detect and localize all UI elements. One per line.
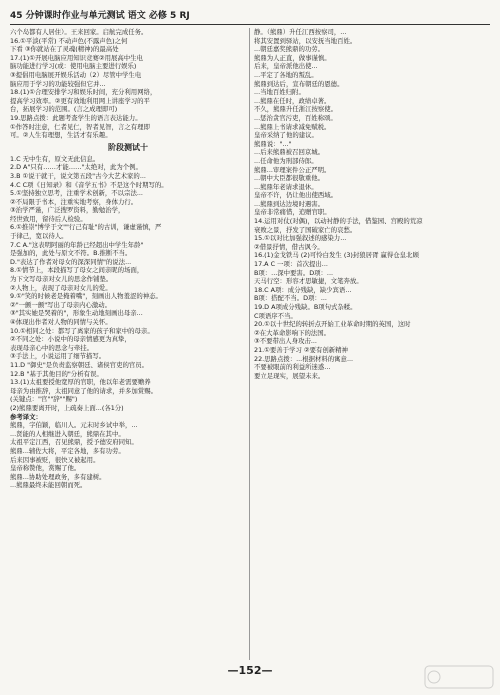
text-line: 10.①相同之处：都写了离家的孩子和家中的母亲。 xyxy=(10,326,154,335)
text-line: 熊鼎说："..." xyxy=(254,139,292,148)
text-line: 7.C A."这表明阿丽的年龄已经超出中学生年龄" xyxy=(10,240,144,249)
watermark-logo xyxy=(424,665,494,689)
text-line: 皇帝采纳了他的建议。 xyxy=(254,131,318,140)
text-line: 4.C C项《日知录》和《音学五书》不是这个时期写的。 xyxy=(10,180,168,189)
text-line: 后来因事被贬，很快又被起用。 xyxy=(10,455,100,464)
text-line: ②在大革命影响下的法国。 xyxy=(254,328,331,337)
text-line: 后来，皇帝派他出使... xyxy=(254,62,318,71)
text-line: 皇帝不许，仍让他出使西域。 xyxy=(254,191,338,200)
text-line: ②不同之处：小说中的母亲情感更为真挚， xyxy=(10,335,131,344)
text-line: 9.①"笑的时候老是掩着嘴"，刻画出人物羞涩的神态。 xyxy=(10,292,162,301)
text-line: 3.B ①说干就干，说文第五段"古今大艺术家的... xyxy=(10,171,146,180)
text-line: (2)熊鼎要离开时，上疏奏上面...(各1分) xyxy=(10,403,124,412)
text-line: ②不局限于书本，注重实地考察，身体力行。 xyxy=(10,197,138,206)
text-line: 于律己，宽以待人。 xyxy=(10,232,68,241)
text-line: ...后来熊鼎被召回京城。 xyxy=(254,148,324,157)
text-line: 是强加的，此处与原文不符。B.推断不当。 xyxy=(10,249,132,258)
text-line: 13.(1)太祖要授他宽厚的官职，他以年老需要赡养 xyxy=(10,378,151,387)
text-line: ③手法上，小说运用了细节描写。 xyxy=(10,352,106,361)
text-line: ...熊鼎年老请求退休。 xyxy=(254,182,318,191)
text-line: 皇帝称赞他，赏赐了他。 xyxy=(10,464,81,473)
text-line: 14.运用对仗(对偶)，以动衬静的手法，借鉴园、宫殿的荒凉 xyxy=(254,217,423,226)
text-line: 8.①情节上，本段描写了母女之间亲昵的场面， xyxy=(10,266,144,275)
page-header xyxy=(10,8,490,25)
text-line: ...熊鼎到达边境时遇害。 xyxy=(254,199,324,208)
text-line: 17.(1)①开展电脑应用知识竞赛②用展高中生电 xyxy=(10,53,143,62)
text-line: ...熊鼎在任时，政绩卓著。 xyxy=(254,96,331,105)
text-line: ③"其实她是哭着的"，形象生动地刻画出母亲... xyxy=(10,309,143,318)
subheading: 参考译文： xyxy=(10,412,42,421)
text-line: ...熊鼎上书请求减免赋税。 xyxy=(254,122,331,131)
text-line: 熊鼎，字伯颖，临川人。元末时乡试中举，... xyxy=(10,421,138,430)
header-title: 45 分钟课时作业与单元测试 语文 必修 5 RJ xyxy=(10,11,190,21)
text-line: ...朝中大臣都很敬重他。 xyxy=(254,174,324,183)
text-line: 熊鼎...协助处理政务，多有建树。 xyxy=(10,472,106,481)
text-line: 21.①要善于学习 ②要有创新精神 xyxy=(254,345,348,354)
text-line: 6.①推崇"博学于文""行己有耻"的古训，谦虚谨慎，严 xyxy=(10,223,162,232)
text-line: 表现母亲心中的思念与牵挂。 xyxy=(10,343,94,352)
page-number: —152— xyxy=(227,664,273,677)
text-line: 熊鼎为人正直，做事谨慎。 xyxy=(254,53,331,62)
text-line: 19.思路点拨：此题考查学生的语言表达能力。 xyxy=(10,113,142,122)
text-line: ...任命他为刑部侍郎。 xyxy=(254,156,318,165)
text-line: 天马行空：形容才思敏捷，文笔奔放。 xyxy=(254,277,363,286)
text-line: B项：搭配不当。D项：... xyxy=(254,294,327,303)
text-line: ③不要带出人身攻击... xyxy=(254,337,317,346)
text-line: 15.①以对比加强叙述的感染力... xyxy=(254,234,347,243)
text-line: 提高学习效率。②更有效地利用网上讲座学习的平 xyxy=(10,96,150,105)
text-line: ...平定了各地的叛乱。 xyxy=(254,70,318,79)
text-line: 下看 ③你就站在了灵魂(精神)的最高处 xyxy=(10,45,119,54)
text-line: 18.C A项：成分残缺，缺少宾语... xyxy=(254,285,352,294)
text-line: 11.D "御史"是负责监察朝廷、诸侯官吏的官员。 xyxy=(10,360,149,369)
text-line: 台，拓展学习的范围。(言之成理即可) xyxy=(10,105,118,114)
text-line: 将其安置到驿站，以安抚当地百姓。 xyxy=(254,36,357,45)
column-divider xyxy=(249,28,250,660)
text-line: 母亲为由推辞，太祖同意了他的请求，并多加赏赐。 xyxy=(10,386,157,395)
text-line: 要立足现实，展望未来。 xyxy=(254,371,325,380)
text-line: 2.D A"只有……才能……"太绝对，此为个例。 xyxy=(10,163,142,172)
text-line: ②人物上，表现了母亲对女儿的爱。 xyxy=(10,283,112,292)
text-line: 为下文写母亲对女儿的思念作铺垫。 xyxy=(10,275,113,284)
text-line: 不久，熊鼎升任浙江按察使。 xyxy=(254,105,338,114)
text-line: 经世致用，留待后人检验。 xyxy=(10,214,87,223)
section-title: 阶段测试十 xyxy=(108,142,148,152)
text-line: 太祖平定江西，召见熊鼎，授予德安府同知。 xyxy=(10,438,138,447)
text-line: 衰败之景，抒发了国破家亡的哀愁。 xyxy=(254,225,357,234)
text-line: 19.D A项成分残缺。B项句式杂糅。 xyxy=(254,303,357,311)
text-line: 脑功能进行学习(或：使用电脑主要进行娱乐) xyxy=(10,62,137,71)
text-line: ③治学严谨，广泛搜罗资料，勤勉治学， xyxy=(10,206,125,215)
text-line: 熊鼎到达后，宣布朝廷的恩德。 xyxy=(254,79,344,88)
text-line: 1.C 无中生有，原文无此信息。 xyxy=(10,154,100,163)
content-columns xyxy=(10,28,490,660)
text-line: 可。②人生有理想，生活才有乐趣。 xyxy=(10,131,112,140)
right-column xyxy=(254,28,490,660)
text-line: ③提倡用电脑展开娱乐活动（2）尽管中学生电 xyxy=(10,70,142,79)
text-line: ④体现出作者对人物的同情与关怀。 xyxy=(10,318,112,326)
text-line: ...熊鼎最终未能回朝而死。 xyxy=(10,481,87,490)
text-line: 18.(1)①合理安排学习和娱乐时间，充分利用网络， xyxy=(10,88,157,97)
text-line: ①作答时注意，仁者见仁，智者见智，言之有理即 xyxy=(10,122,150,131)
text-line: B项：...深中要害。D项：... xyxy=(254,268,334,277)
text-line: 16.①平淡(平常) 不动声色(不露声色)之何 xyxy=(10,36,128,45)
text-line: 5.①坚持独立思考，注重学术创新，不以宗法... xyxy=(10,189,143,198)
left-column xyxy=(10,28,246,660)
text-line: ...贤能的人相继进入朝廷，熊鼎在其中。 xyxy=(10,429,125,438)
text-line: ...朝廷嘉奖熊鼎的功劳。 xyxy=(254,45,324,54)
text-line: (关键点："官""辞""赐") xyxy=(10,395,78,404)
text-line: 不要被眼前的利益所迷惑... xyxy=(254,363,331,372)
text-line: 12.B "基于其他目的"分析有误。 xyxy=(10,369,103,378)
text-line: 六个岛都有人居住）。王来回家。启航完成任务。 xyxy=(10,28,148,36)
text-line: 皇帝非常痛惜，追赠官职。 xyxy=(254,208,331,217)
text-line: 17.A C 一项：首次提出... xyxy=(254,260,328,269)
text-line: C项语序不当。 xyxy=(254,311,297,320)
text-line: 熊鼎...审理案件公正严明。 xyxy=(254,165,331,174)
text-line: ②"一颤一颤"写出了母亲内心激动。 xyxy=(10,300,112,309)
text-line: D."表达了作者对母女的深深同情"的说法... xyxy=(10,257,132,266)
text-line: 22.思路点拨：...根据材料的寓意... xyxy=(254,354,354,363)
text-line: ②借景抒情，借古讽今。 xyxy=(254,242,324,251)
text-line: ...惩治贪官污吏，百姓称颂。 xyxy=(254,113,337,122)
text-line: 熊鼎...辅佐大将，平定各地，多有功劳。 xyxy=(10,446,125,455)
text-line: 脑应用于学习的功能较强但它并... xyxy=(10,79,106,88)
text-line: 静。（熊鼎）升任江西按察司，... xyxy=(254,28,347,36)
text-line: ...当地百姓归附。 xyxy=(254,88,305,97)
text-line: 20.①以十世纪的转折点开始工业革命时期的英国，这时 xyxy=(254,320,411,329)
text-line: 16.(1)金戈铁马 (2)可怜白发生 (3)封狼居胥 赢得仓皇北顾 xyxy=(254,251,419,260)
